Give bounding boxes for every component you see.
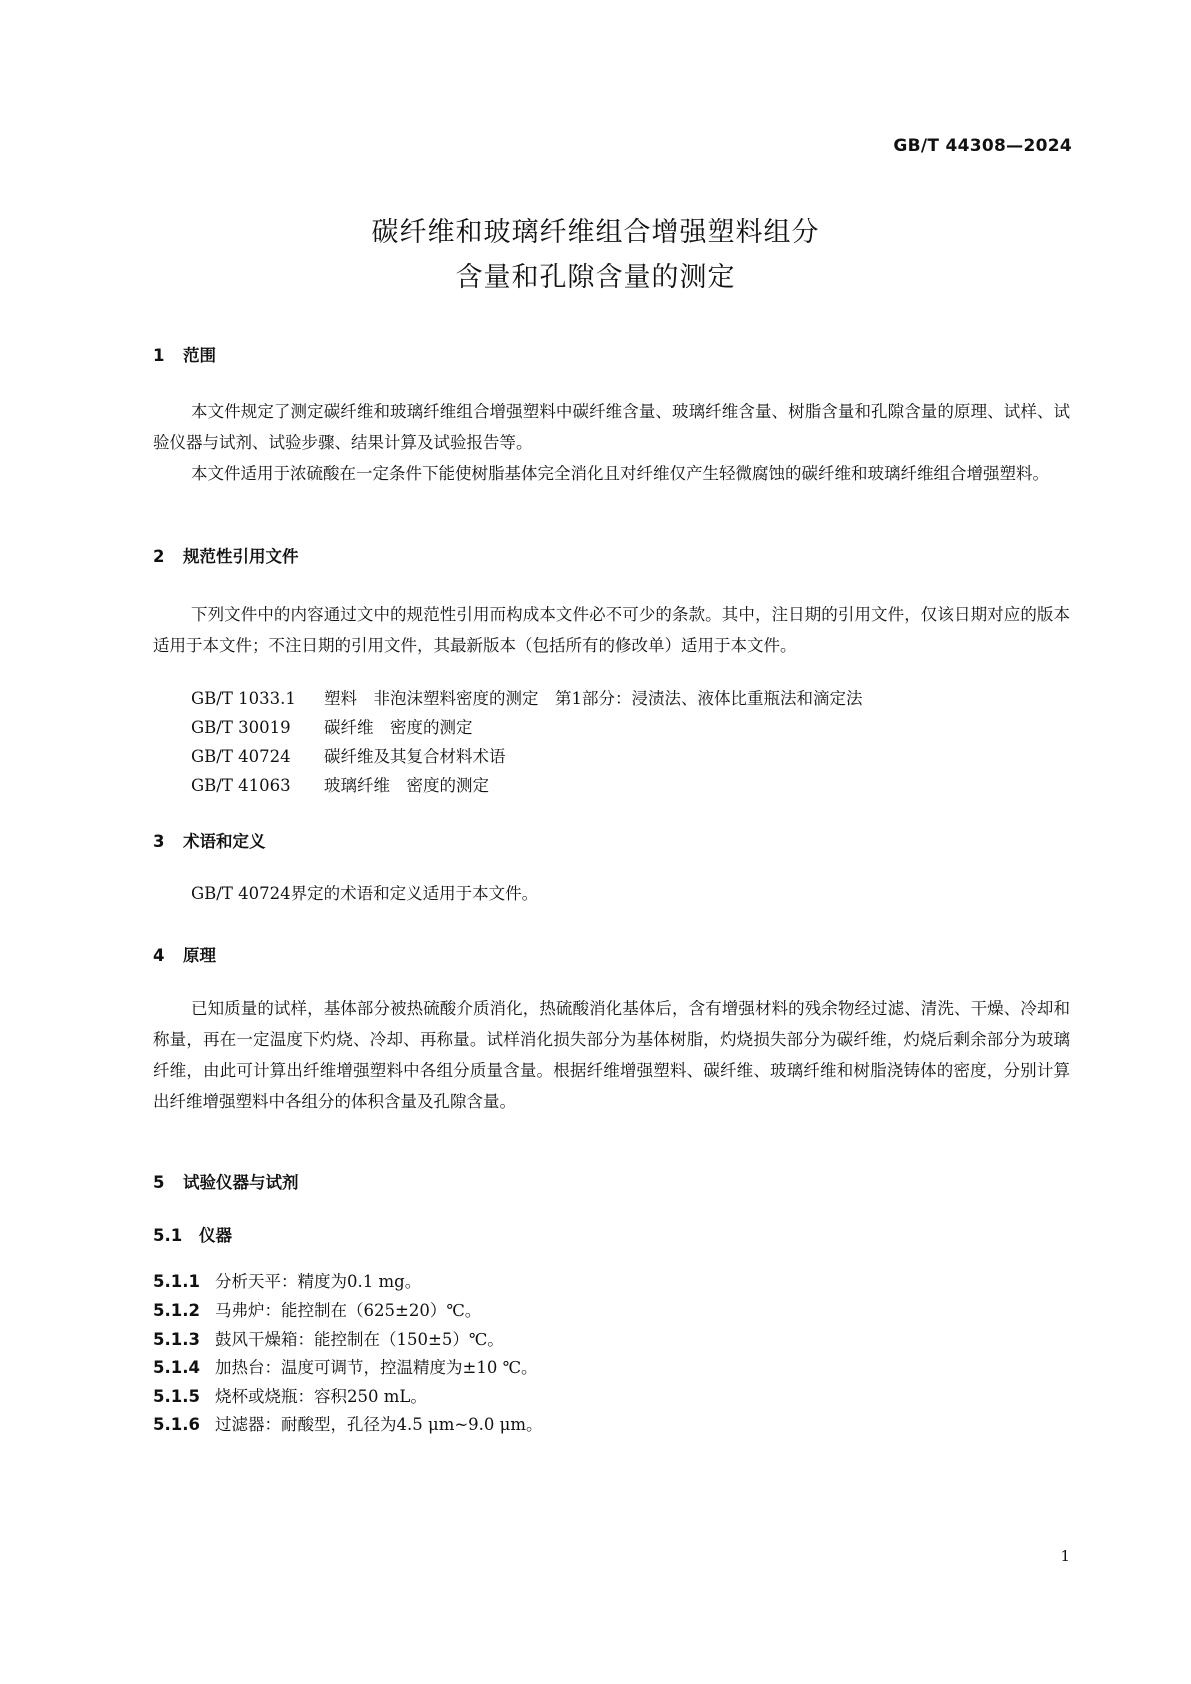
section-2-paragraph-1: 下列文件中的内容通过文中的规范性引用而构成本文件必不可少的条款。其中，注日期的引用文件，仅该日期对应的版本适用于本文件；不注日期的引用文件，其最新版本（包括所有的修改单）适用于本文件。 (153, 605, 1070, 655)
section-1-paragraph-1: 本文件规定了测定碳纤维和玻璃纤维组合增强塑料中碳纤维含量、玻璃纤维含量、树脂含量和孔隙含量的原理、试样、试验仪器与试剂、试验步骤、结果计算及试验报告等。 (153, 402, 1070, 452)
section-number: 5 (153, 1173, 165, 1192)
section-3-paragraph-1: GB/T 40724界定的术语和定义适用于本文件。 (191, 884, 539, 903)
section-number: 4 (153, 946, 165, 965)
section-title: 术语和定义 (183, 832, 266, 851)
item-number: 5.1.1 (153, 1272, 200, 1291)
item-number: 5.1.3 (153, 1330, 200, 1349)
apparatus-item (153, 1297, 481, 1321)
item-number: 5.1.4 (153, 1358, 200, 1377)
section-4-heading (153, 942, 216, 966)
reference-code: GB/T 30019 (191, 718, 291, 737)
item-text: 分析天平：精度为0.1 mg。 (215, 1272, 422, 1291)
reference-code: GB/T 41063 (191, 776, 291, 795)
item-number: 5.1.2 (153, 1301, 200, 1320)
normative-reference (191, 714, 473, 738)
normative-reference (191, 743, 506, 767)
section-2-heading (153, 543, 299, 567)
subsection-number: 5.1 (153, 1226, 183, 1245)
section-title: 范围 (183, 346, 216, 365)
reference-title: 碳纤维 密度的测定 (324, 718, 473, 737)
document-title-line-2: 含量和孔隙含量的测定 (455, 262, 736, 293)
apparatus-item (153, 1383, 427, 1407)
section-title: 试验仪器与试剂 (183, 1173, 299, 1192)
section-number: 3 (153, 832, 165, 851)
reference-title: 碳纤维及其复合材料术语 (324, 747, 506, 766)
normative-reference (191, 772, 489, 796)
item-text: 马弗炉：能控制在（625±20）℃。 (215, 1301, 482, 1320)
item-number: 5.1.5 (153, 1387, 200, 1406)
reference-code: GB/T 40724 (191, 747, 291, 766)
normative-reference (191, 685, 863, 709)
reference-title: 玻璃纤维 密度的测定 (324, 776, 489, 795)
section-1-heading (153, 342, 216, 366)
apparatus-item (153, 1411, 543, 1435)
section-title: 原理 (183, 946, 216, 965)
section-4-paragraph-1: 已知质量的试样，基体部分被热硫酸介质消化，热硫酸消化基体后，含有增强材料的残余物经过滤、清洗、干燥、冷却和称量，再在一定温度下灼烧、冷却、再称量。试样消化损失部分为基体树脂，灼烧损失部分为碳纤维，灼烧后剩余部分为玻璃纤维，由此可计算出纤维增强塑料中各组分质量含量。根据纤维增强塑料、碳纤维、玻璃纤维和树脂浇铸体的密度，分别计算出纤维增强塑料中各组分的体积含量及孔隙含量。 (153, 999, 1070, 1111)
section-3-heading (153, 828, 266, 852)
section-number: 1 (153, 346, 165, 365)
section-5-heading (153, 1169, 299, 1193)
item-number: 5.1.6 (153, 1415, 200, 1434)
document-title-line-1: 碳纤维和玻璃纤维组合增强塑料组分 (371, 217, 820, 248)
subsection-title: 仪器 (199, 1226, 232, 1245)
section-1-paragraph-2: 本文件适用于浓硫酸在一定条件下能使树脂基体完全消化且对纤维仅产生轻微腐蚀的碳纤维和玻璃纤维组合增强塑料。 (191, 464, 1049, 483)
reference-code: GB/T 1033.1 (191, 689, 296, 708)
item-text: 鼓风干燥箱：能控制在（150±5）℃。 (215, 1330, 504, 1349)
apparatus-item (153, 1354, 538, 1378)
subsection-5-1-heading (153, 1222, 232, 1246)
section-title: 规范性引用文件 (183, 547, 299, 566)
section-number: 2 (153, 547, 165, 566)
item-text: 过滤器：耐酸型，孔径为4.5 μm~9.0 μm。 (215, 1415, 543, 1434)
standard-number: GB/T 44308—2024 (893, 136, 1072, 156)
page-number: 1 (1060, 1547, 1070, 1565)
apparatus-item (153, 1326, 504, 1350)
reference-title: 塑料 非泡沫塑料密度的测定 第1部分：浸渍法、液体比重瓶法和滴定法 (324, 689, 863, 708)
item-text: 烧杯或烧瓶：容积250 mL。 (215, 1387, 427, 1406)
item-text: 加热台：温度可调节，控温精度为±10 ℃。 (215, 1358, 538, 1377)
apparatus-item (153, 1268, 421, 1292)
